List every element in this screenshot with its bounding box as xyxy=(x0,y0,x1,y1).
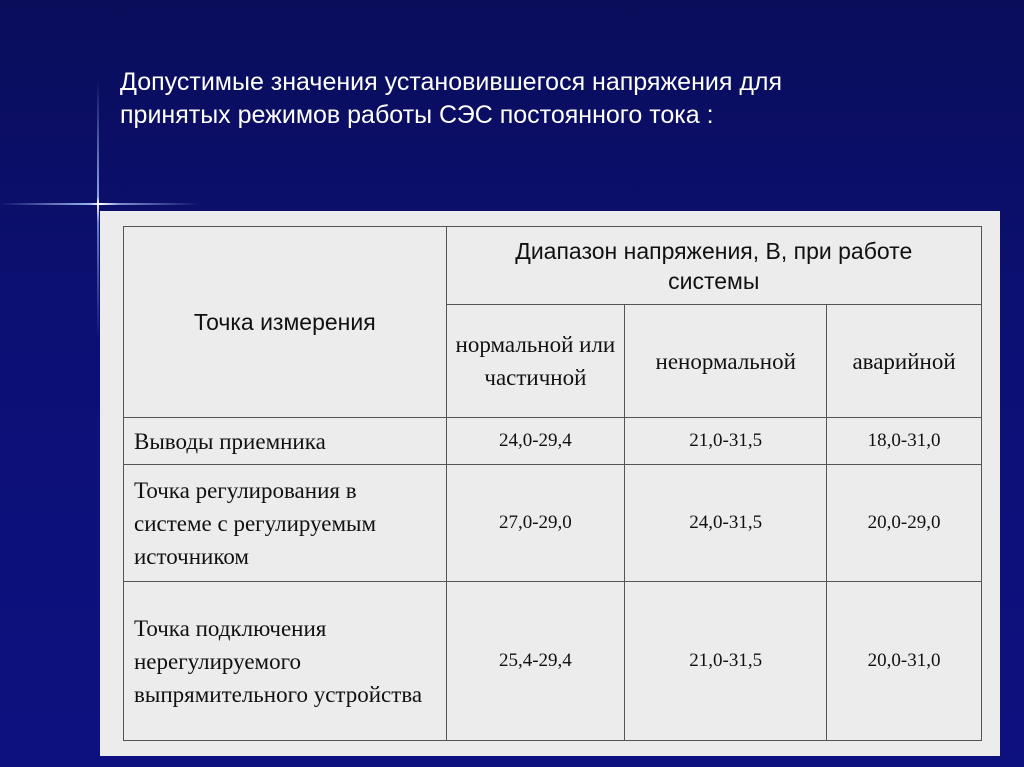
cell-abnormal: 21,0-31,5 xyxy=(625,418,827,465)
header-abnormal-mode: ненормальной xyxy=(625,305,827,418)
light-flare-vertical xyxy=(97,80,99,340)
cell-normal: 27,0-29,0 xyxy=(446,465,625,582)
voltage-table xyxy=(123,226,982,741)
header-normal-mode: нормальной или частичной xyxy=(446,305,625,418)
header-emergency-mode: аварийной xyxy=(827,305,982,418)
cell-emergency: 20,0-31,0 xyxy=(827,582,982,741)
row-label: Выводы приемника xyxy=(124,418,447,465)
cell-emergency: 18,0-31,0 xyxy=(827,418,982,465)
cell-normal: 25,4-29,4 xyxy=(446,582,625,741)
table-header-row-1 xyxy=(124,227,982,305)
row-label: Точка регулирования в системе с регулируемым источником xyxy=(124,465,447,582)
row-label: Точка подключения нерегулируемого выпрямительного устройства xyxy=(124,582,447,741)
slide-title xyxy=(120,66,940,132)
table-row xyxy=(124,465,982,582)
cell-abnormal: 24,0-31,5 xyxy=(625,465,827,582)
cell-emergency: 20,0-29,0 xyxy=(827,465,982,582)
table-row xyxy=(124,418,982,465)
cell-abnormal: 21,0-31,5 xyxy=(625,582,827,741)
table-row xyxy=(124,582,982,741)
slide-title-line-1: Допустимые значения установившегося напряжения для xyxy=(120,68,783,96)
header-voltage-range: Диапазон напряжения, В, при работе системы xyxy=(446,227,982,305)
cell-normal: 24,0-29,4 xyxy=(446,418,625,465)
header-measurement-point: Точка измерения xyxy=(124,227,447,418)
slide-title-line-2: принятых режимов работы СЭС постоянного тока : xyxy=(120,101,714,129)
light-flare-horizontal xyxy=(0,203,200,205)
